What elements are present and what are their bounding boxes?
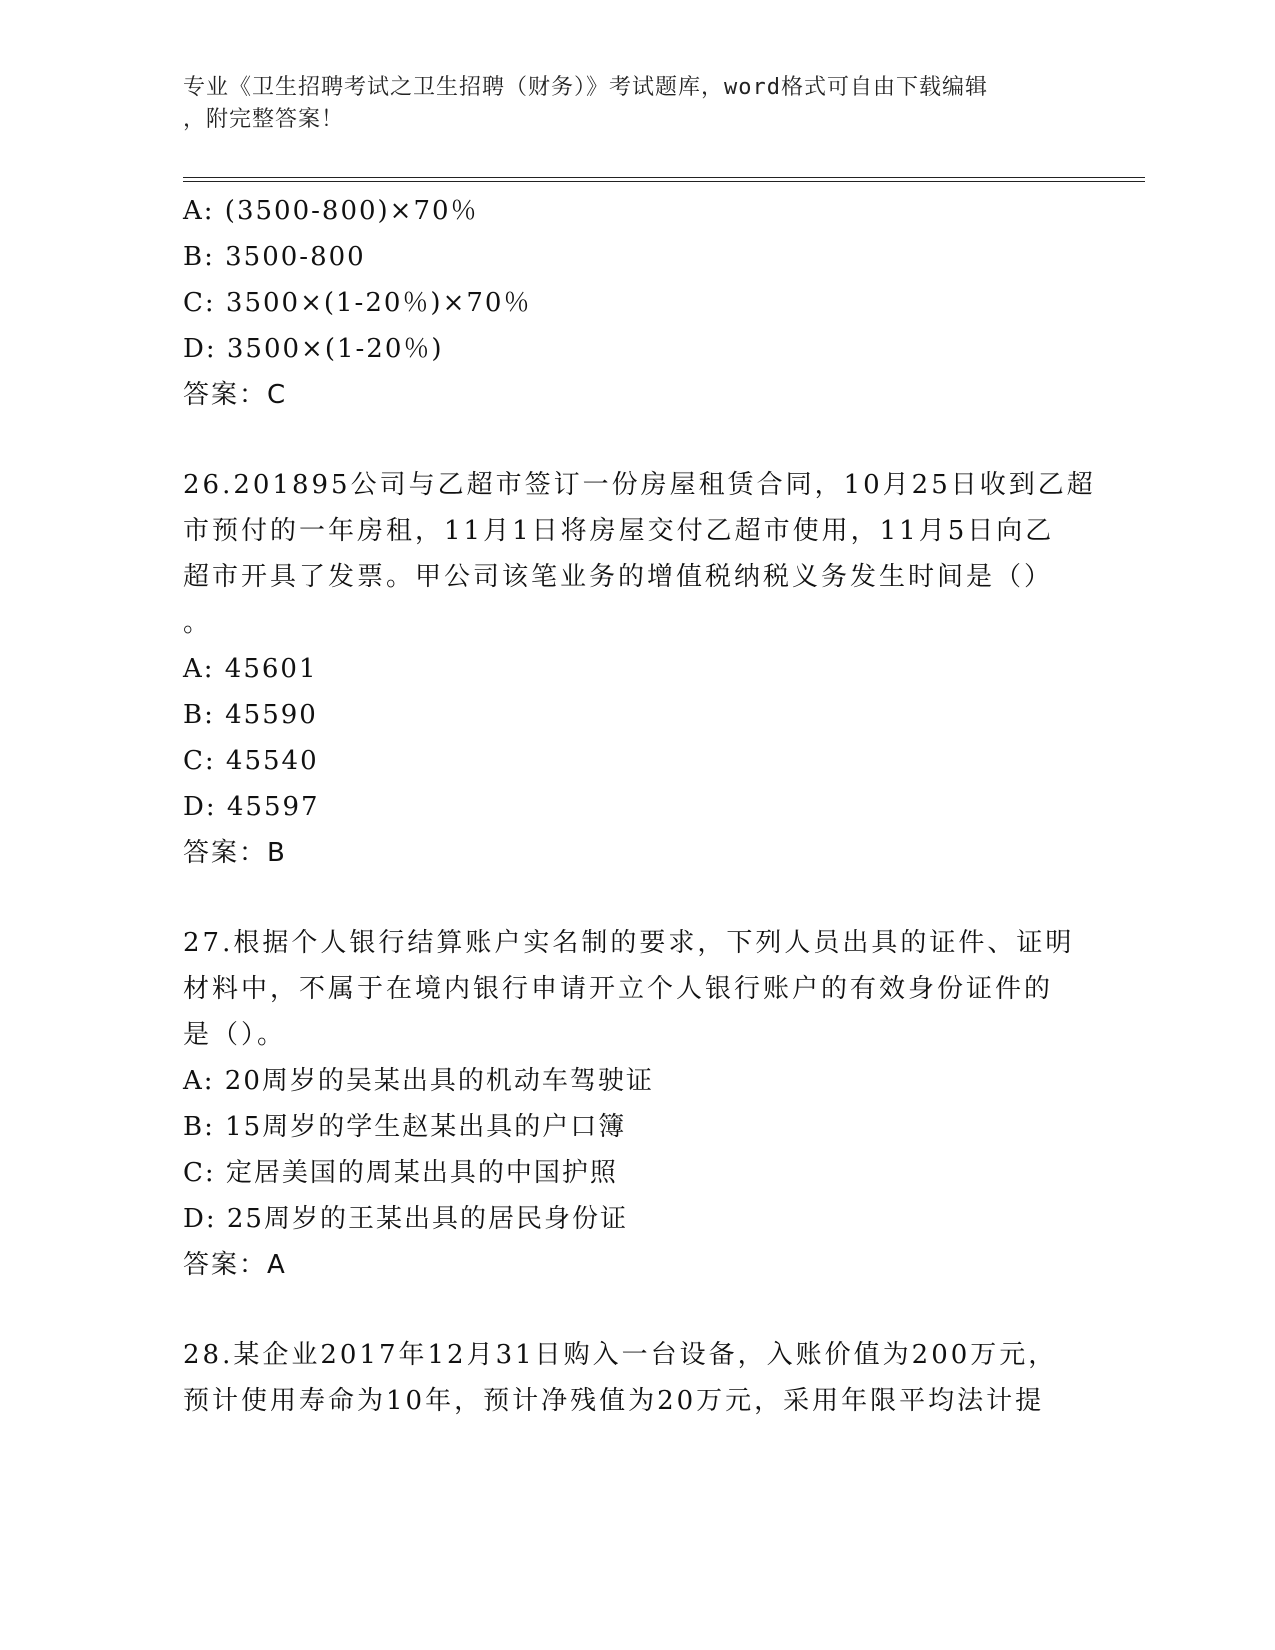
- q26-stem-line-3: 超市开具了发票。甲公司该笔业务的增值税纳税义务发生时间是（）: [183, 562, 1054, 592]
- q27-option-d: D: 25周岁的王某出具的居民身份证: [183, 1204, 628, 1234]
- header-divider-top: [183, 177, 1145, 178]
- q27-answer: 答案：A: [183, 1250, 287, 1280]
- question-28: [183, 1332, 1083, 1424]
- q27-option-b: B: 15周岁的学生赵某出具的户口簿: [183, 1112, 627, 1142]
- q27-option-a: A: 20周岁的吴某出具的机动车驾驶证: [183, 1066, 654, 1096]
- question-27: [183, 920, 1083, 1058]
- q25-option-c: C: 3500×(1-20％)×70％: [183, 288, 532, 318]
- q27-stem-line-1: 27.根据个人银行结算账户实名制的要求，下列人员出具的证件、证明: [183, 928, 1075, 958]
- header-title-line-2: ，附完整答案！: [183, 107, 345, 132]
- q28-stem-line-2: 预计使用寿命为10年，预计净残值为20万元，采用年限平均法计提: [183, 1386, 1045, 1416]
- header-divider-bottom: [183, 181, 1145, 182]
- q26-option-b: B: 45590: [183, 700, 318, 730]
- q28-stem-line-1: 28.某企业2017年12月31日购入一台设备，入账价值为200万元，: [183, 1340, 1058, 1370]
- q26-option-d: D: 45597: [183, 792, 320, 822]
- q26-stem-line-4: 。: [183, 608, 213, 638]
- q26-option-c: C: 45540: [183, 746, 319, 776]
- page-header: [183, 72, 1063, 136]
- question-25-options: [183, 188, 1083, 418]
- q26-stem-line-1: 26.201895公司与乙超市签订一份房屋租赁合同，10月25日收到乙超: [183, 470, 1096, 500]
- q27-stem-line-3: 是（）。: [183, 1020, 287, 1050]
- question-content: [183, 188, 1096, 1424]
- q27-stem-line-2: 材料中，不属于在境内银行申请开立个人银行账户的有效身份证件的: [183, 974, 1054, 1004]
- q27-option-c: C: 定居美国的周某出具的中国护照: [183, 1158, 618, 1188]
- q25-option-a: A: (3500-800)×70％: [183, 196, 479, 226]
- question-26-options: [183, 646, 1083, 876]
- header-title-line-1: 专业《卫生招聘考试之卫生招聘（财务）》考试题库，word格式可自由下载编辑: [183, 75, 988, 100]
- q25-answer: 答案：C: [183, 380, 288, 410]
- q25-option-d: D: 3500×(1-20％): [183, 334, 444, 364]
- q26-option-a: A: 45601: [183, 654, 318, 684]
- q26-stem-line-2: 市预付的一年房租，11月1日将房屋交付乙超市使用，11月5日向乙: [183, 516, 1055, 546]
- question-26: [183, 462, 1096, 646]
- question-27-options: [183, 1058, 1083, 1288]
- q25-option-b: B: 3500-800: [183, 242, 366, 272]
- q26-answer: 答案：B: [183, 838, 287, 868]
